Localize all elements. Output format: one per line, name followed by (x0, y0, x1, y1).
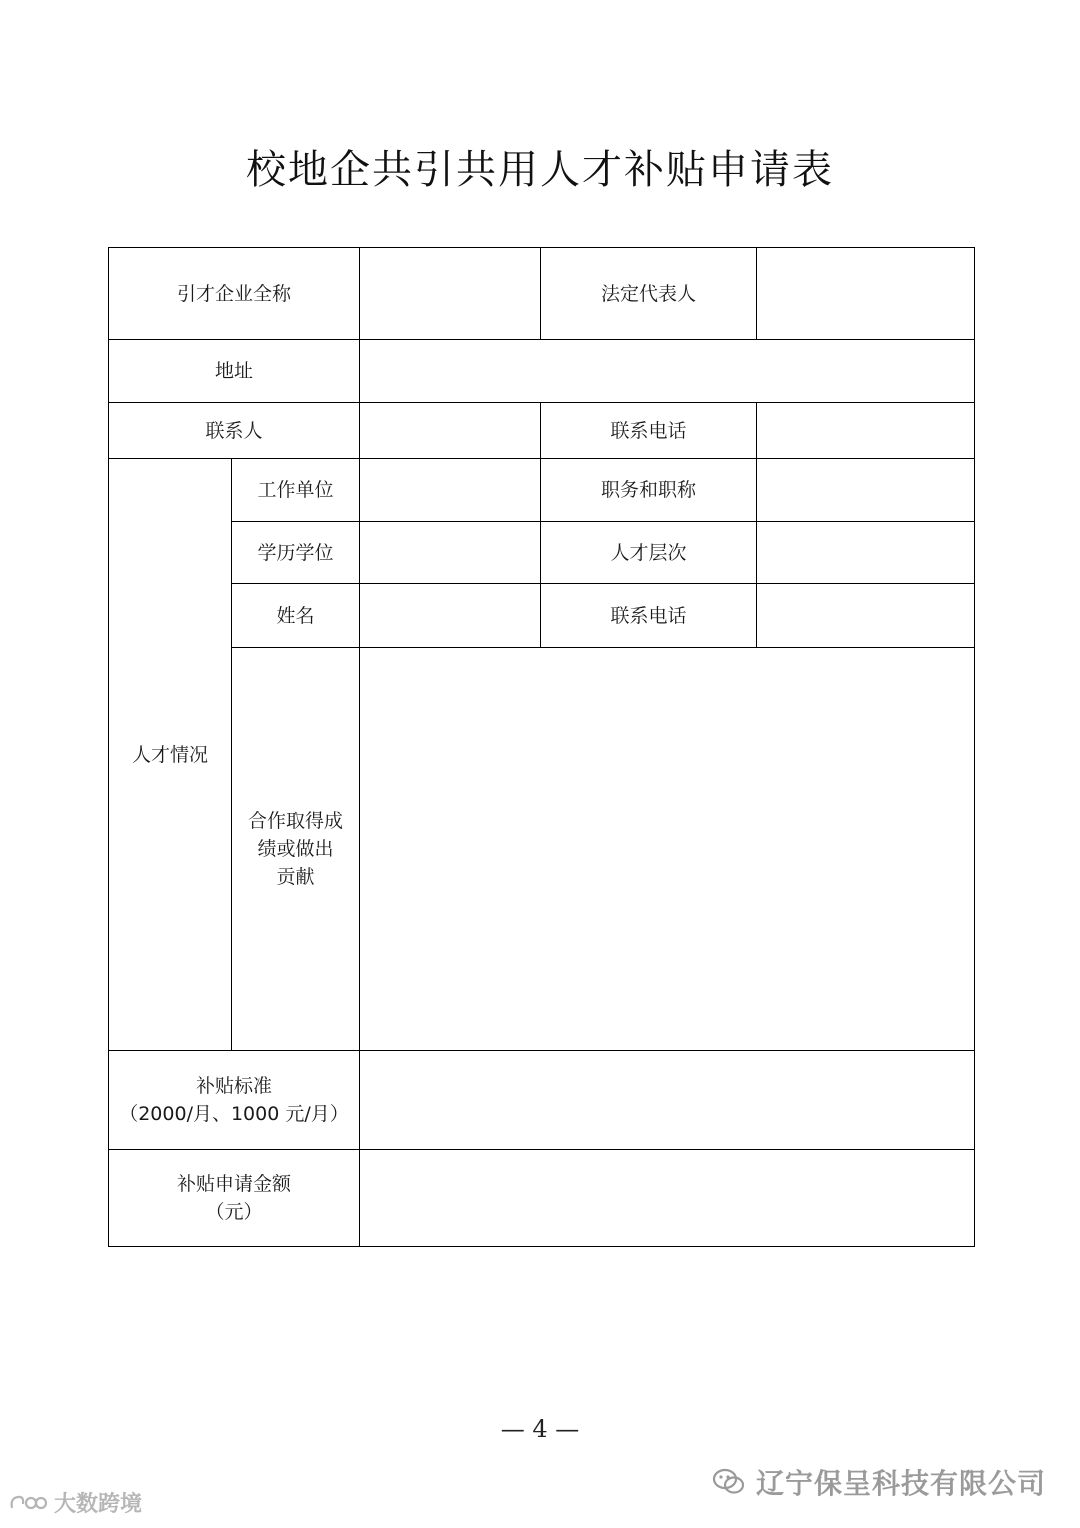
subsidy-standard-label-line: 补贴标准 (196, 1075, 273, 1097)
application-form-table (108, 247, 975, 1247)
company-name-label: 引才企业全称 (109, 248, 360, 340)
form-row-subsidy-amount (109, 1150, 975, 1247)
form-row-education (109, 522, 975, 584)
subsidy-standard-field[interactable] (360, 1051, 975, 1150)
form-row-subsidy-standard (109, 1051, 975, 1150)
contact-field[interactable] (360, 403, 541, 459)
achievement-label-line: 合作取得成 (248, 810, 344, 832)
brand-logo-icon (8, 1492, 48, 1514)
form-row-name (109, 584, 975, 648)
subsidy-amount-label (109, 1150, 360, 1247)
subsidy-standard-label-line: （2000/月、1000 元/月） (119, 1103, 349, 1125)
form-row-company (109, 248, 975, 340)
achievement-label-line: 绩或做出 (257, 838, 334, 860)
page-title: 校地企共引共用人才补贴申请表 (246, 147, 834, 193)
name-label: 姓名 (232, 584, 360, 648)
position-title-field[interactable] (757, 459, 975, 522)
contact-phone-field[interactable] (757, 403, 975, 459)
position-title-label: 职务和职称 (541, 459, 757, 522)
legal-rep-label: 法定代表人 (541, 248, 757, 340)
subsidy-amount-field[interactable] (360, 1150, 975, 1247)
watermark-company-text: 辽宁保呈科技有限公司 (755, 1467, 1046, 1500)
talent-phone-label: 联系电话 (541, 584, 757, 648)
work-unit-field[interactable] (360, 459, 541, 522)
address-label: 地址 (109, 340, 360, 403)
subsidy-amount-label-line: （元） (205, 1201, 263, 1223)
address-field[interactable] (360, 340, 975, 403)
talent-level-field[interactable] (757, 522, 975, 584)
subsidy-amount-label-line: 补贴申请金额 (177, 1173, 292, 1195)
form-row-work-unit (109, 459, 975, 522)
form-row-contact (109, 403, 975, 459)
form-row-address (109, 340, 975, 403)
contact-phone-label: 联系电话 (541, 403, 757, 459)
education-field[interactable] (360, 522, 541, 584)
contact-label: 联系人 (109, 403, 360, 459)
education-label: 学历学位 (232, 522, 360, 584)
talent-level-label: 人才层次 (541, 522, 757, 584)
legal-rep-field[interactable] (757, 248, 975, 340)
subsidy-standard-label (109, 1051, 360, 1150)
name-field[interactable] (360, 584, 541, 648)
achievement-label (232, 648, 360, 1051)
watermark-company (712, 1462, 1046, 1502)
talent-section-label: 人才情况 (109, 459, 232, 1051)
page-number: — 4 — (500, 1415, 580, 1443)
form-row-achievement (109, 648, 975, 1051)
work-unit-label: 工作单位 (232, 459, 360, 522)
achievement-field[interactable] (360, 648, 975, 1051)
company-name-field[interactable] (360, 248, 541, 340)
watermark-left-text: 大数跨境 (54, 1492, 143, 1517)
achievement-label-line: 贡献 (276, 866, 315, 888)
wechat-icon (712, 1467, 746, 1497)
talent-phone-field[interactable] (757, 584, 975, 648)
watermark-left (8, 1487, 142, 1518)
